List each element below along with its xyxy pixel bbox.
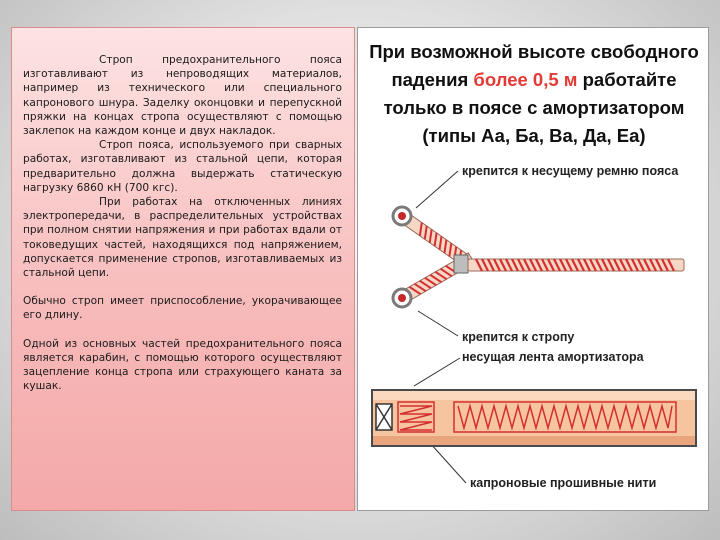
paragraph-welding-strap: Строп пояса, используемого при сварных работах, изготавливают из стальной цепи, которая предварительно должна выдержать статическую нагрузку 6860 кН (700 кгс). [23,139,342,194]
shock-absorber-title: При возможной высоте свободного падения более 0,5 м работайте только в поясе с амортизатором (типы Аа, Ба, Ва, Да, Еа) [369,41,699,146]
label-strap-attach: крепится к стропу [462,330,575,344]
paragraph-strap-materials: Строп предохранительного пояса изготавливают из непроводящих материалов, например из технического или специального капронового шнура. Заделку оконцовки и перепускной пряжки на концах стропа осуществляют с помощью заклепок на каждом конце и двух накладок. [23,54,342,138]
right-diagram-panel [357,27,709,511]
paragraph-carabiner: Одной из основных частей предохранительного пояса является карабин, с помощью которого осуществляют зацепление конца стропа или страхующего каната за кушак. [23,337,342,393]
left-text-panel [11,27,355,511]
paragraph-shortening: Обычно строп имеет приспособление, укорачивающее его длину. [23,295,342,322]
label-belt-attach: крепится к несущему ремню пояса [462,164,679,178]
label-nylon-threads: капроновые прошивные нити [470,476,657,490]
shock-absorber-y-diagram-icon [358,28,710,512]
paragraph-power-lines: При работах на отключенных линиях электропередачи, в распределительных устройствах при полном снятии напряжения и при работах вдали от токоведущих частей, находящихся под напряжением, допускается применение стропов, изготавливаемых из стальной цепи. [23,196,342,280]
label-absorber-tape: несущая лента амортизатора [462,350,644,364]
height-accent: более 0,5 м [473,69,578,90]
